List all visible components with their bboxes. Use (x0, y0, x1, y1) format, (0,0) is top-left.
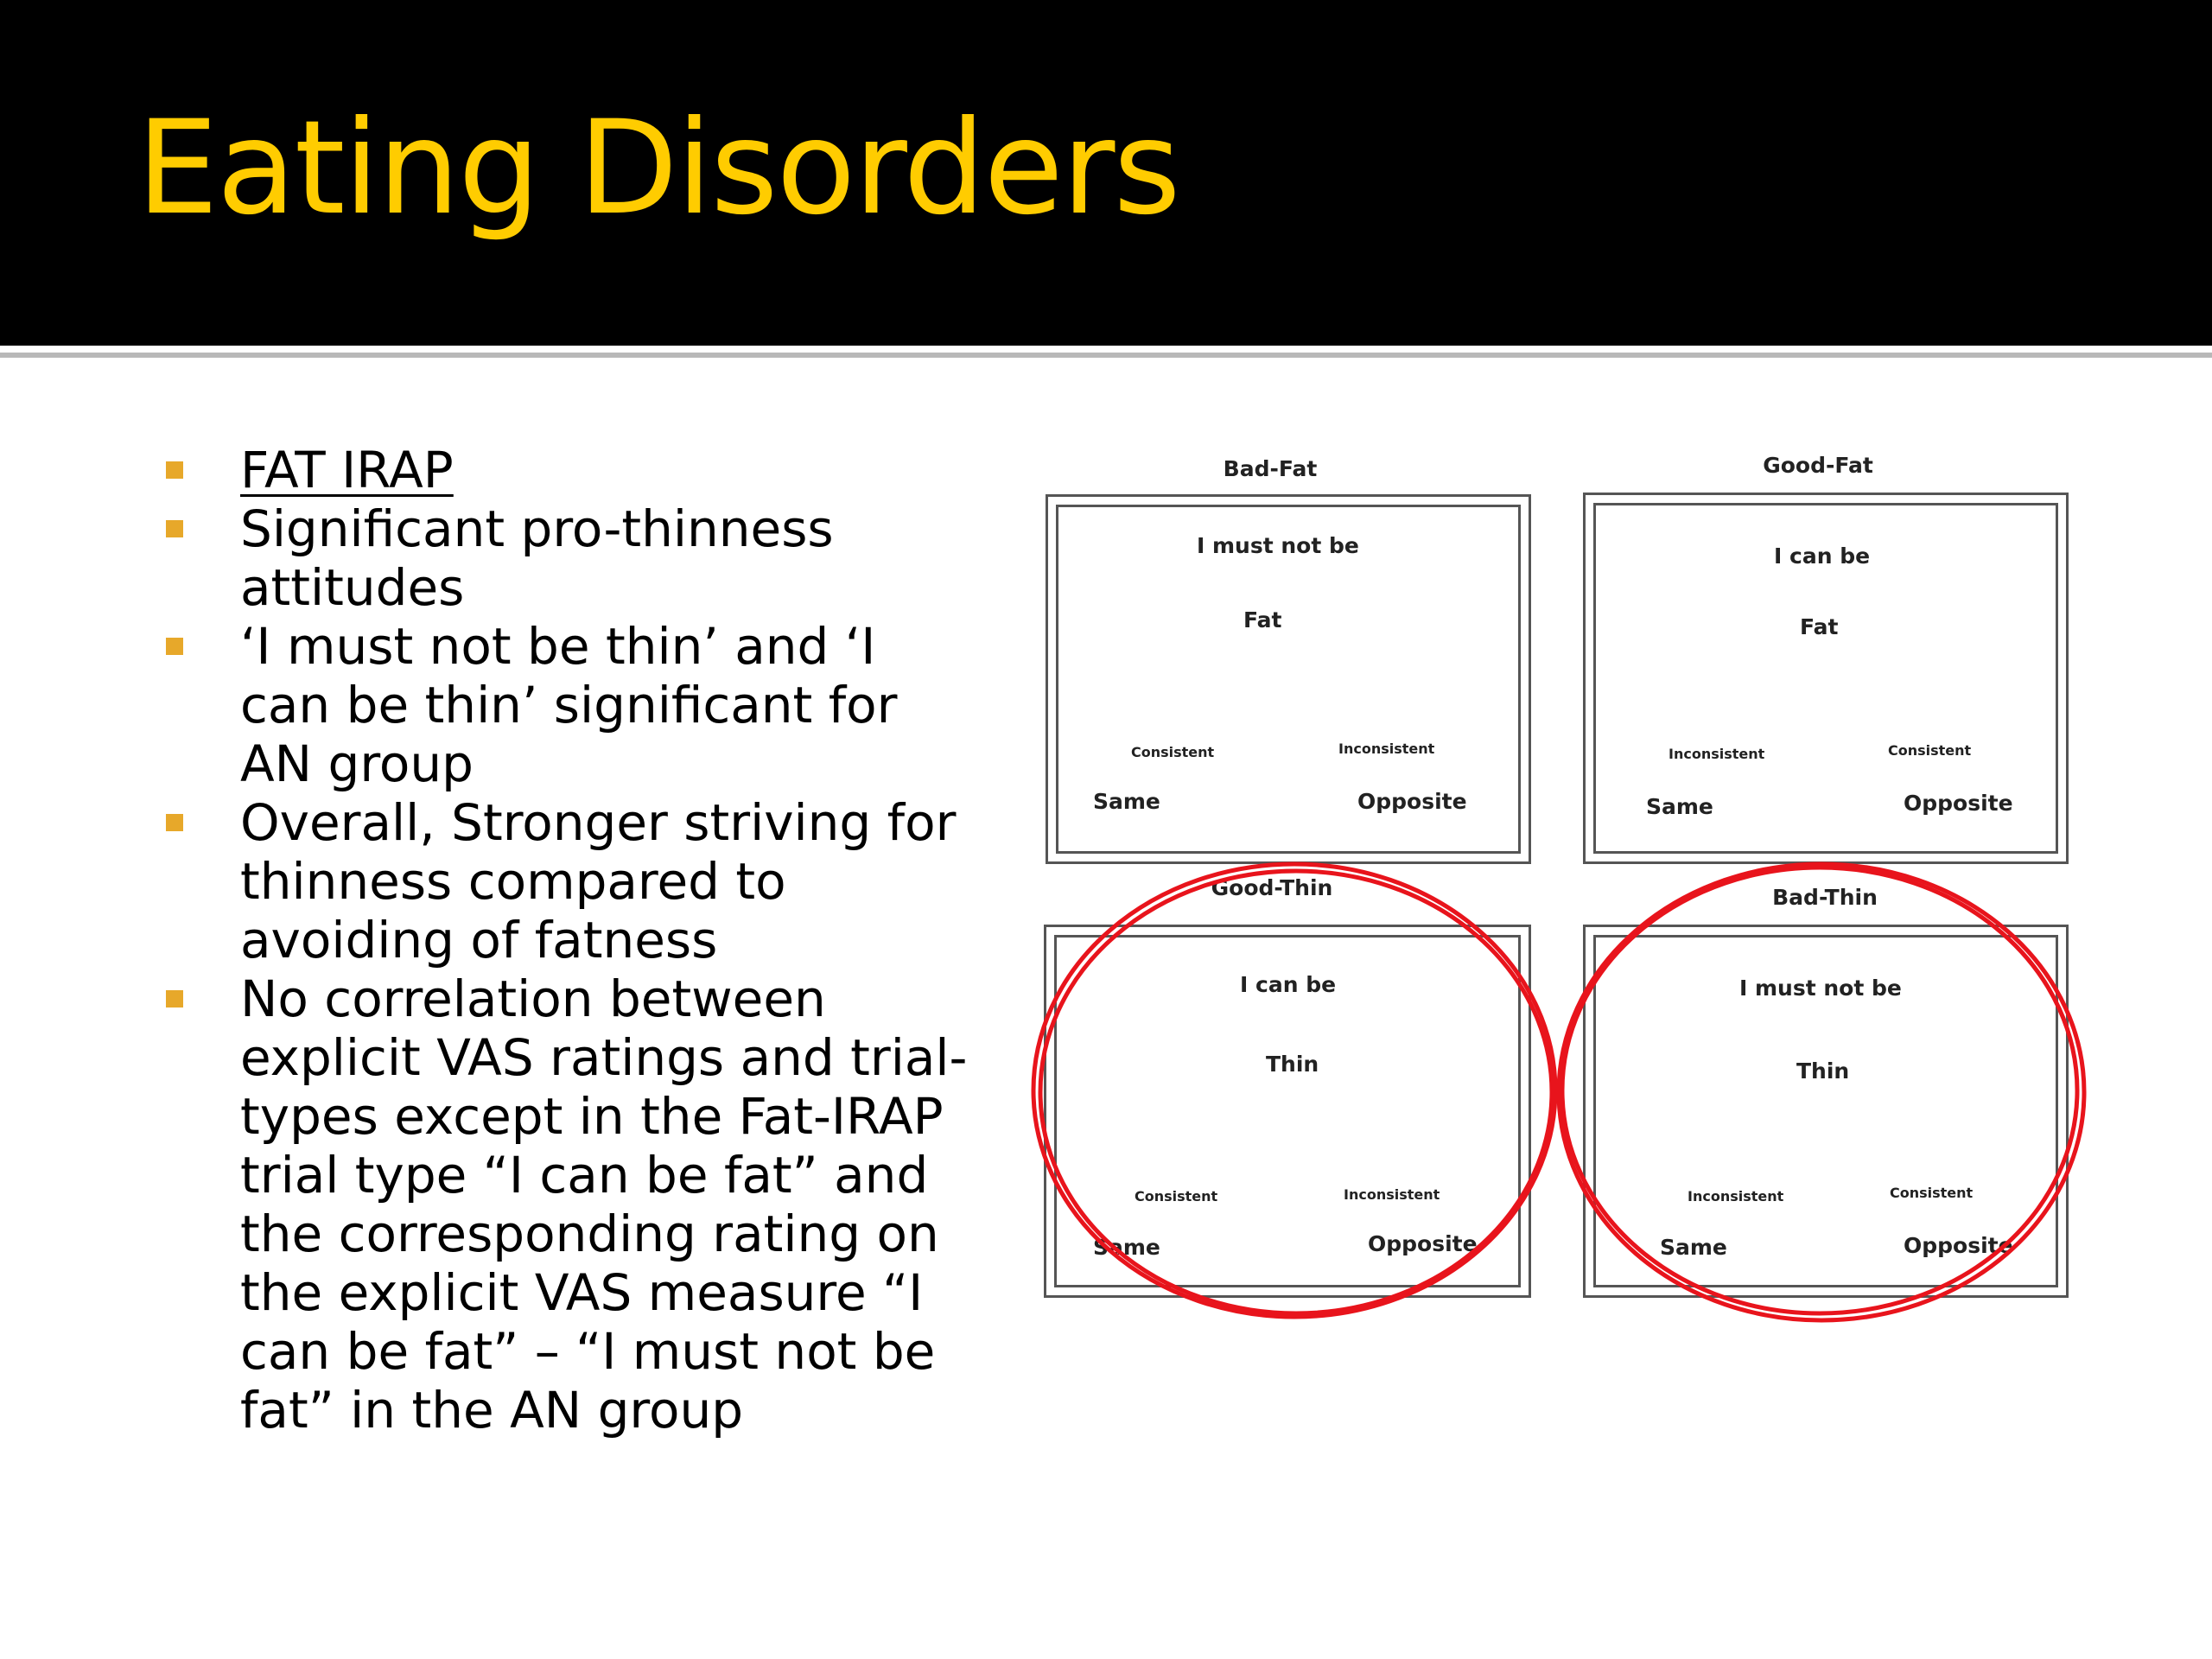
bullet-text: FAT IRAP (240, 441, 454, 499)
bullet-marker-icon (166, 461, 183, 479)
bullet-text: Overall, Stronger striving for thinness compared to avoiding of fatness (240, 793, 957, 969)
bullet-item (164, 441, 968, 499)
opposite-option-label: Opposite (1357, 789, 1467, 814)
opposite-option-label: Opposite (1368, 1231, 1478, 1256)
bullet-list (164, 441, 968, 1440)
target-label: Fat (1243, 607, 1282, 632)
bullet-item (164, 617, 968, 793)
right-tag-label: Consistent (1888, 742, 1972, 759)
panel-title-bad-thin: Bad-Thin (1772, 885, 1878, 910)
right-tag-label: Consistent (1890, 1185, 1974, 1201)
same-option-label: Same (1093, 789, 1160, 814)
bullet-text: ‘I must not be thin’ and ‘I can be thin’ significant for AN group (240, 617, 898, 793)
statement-label: I can be (1774, 543, 1871, 569)
bullet-marker-icon (166, 814, 183, 831)
panel-title-good-fat: Good-Fat (1763, 453, 1873, 478)
same-option-label: Same (1093, 1235, 1160, 1260)
statement-label: I can be (1240, 972, 1337, 997)
bullet-marker-icon (166, 638, 183, 655)
slide-title: Eating Disorders (137, 93, 1179, 244)
bullet-item (164, 969, 968, 1440)
bullet-marker-icon (166, 990, 183, 1007)
panel-bad-thin (1583, 925, 2069, 1298)
right-tag-label: Inconsistent (1344, 1186, 1440, 1203)
bullet-text: No correlation between explicit VAS ratings and trial-types except in the Fat-IRAP trial type “I can be fat” and the corresponding rating on the explicit VAS measure “I can be fat” – “I must not be fat” in the AN group (240, 969, 968, 1440)
panel-good-fat (1583, 493, 2069, 864)
left-tag-label: Inconsistent (1688, 1188, 1784, 1205)
header-divider (0, 353, 2212, 358)
statement-label: I must not be (1739, 976, 1902, 1001)
opposite-option-label: Opposite (1904, 1233, 2013, 1258)
panel-good-thin (1044, 925, 1531, 1298)
left-tag-label: Consistent (1135, 1188, 1218, 1205)
same-option-label: Same (1646, 794, 1713, 819)
panel-bad-fat (1046, 494, 1531, 864)
target-label: Thin (1266, 1052, 1319, 1077)
bullet-item (164, 793, 968, 969)
panel-title-good-thin: Good-Thin (1208, 875, 1337, 900)
target-label: Thin (1796, 1058, 1850, 1084)
opposite-option-label: Opposite (1904, 791, 2013, 816)
right-tag-label: Inconsistent (1338, 741, 1435, 757)
bullet-marker-icon (166, 520, 183, 537)
left-tag-label: Inconsistent (1669, 746, 1765, 762)
bullet-text: Significant pro-thinness attitudes (240, 499, 834, 617)
panel-title-bad-fat: Bad-Fat (1223, 456, 1318, 481)
target-label: Fat (1800, 614, 1839, 639)
left-tag-label: Consistent (1131, 744, 1215, 760)
same-option-label: Same (1660, 1235, 1727, 1260)
bullet-item (164, 499, 968, 617)
statement-label: I must not be (1197, 533, 1359, 558)
